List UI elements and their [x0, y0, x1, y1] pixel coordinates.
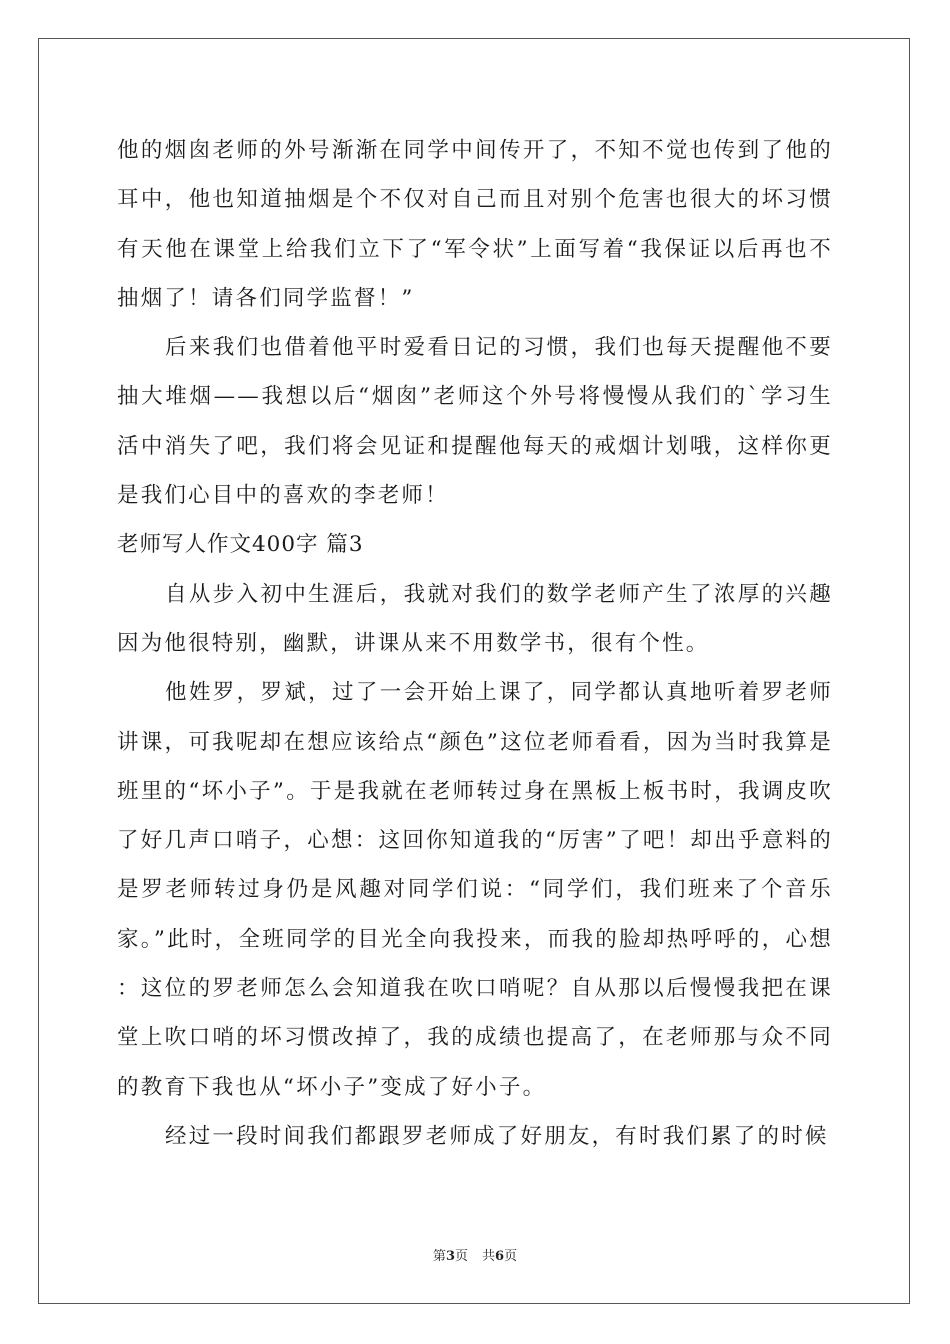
- section-heading: 老师写人作文400字 篇3: [117, 532, 364, 558]
- page-number: 3: [445, 1249, 455, 1264]
- page-footer: [0, 1248, 950, 1266]
- page-label-prefix: 第: [432, 1249, 446, 1264]
- total-pages: 6: [495, 1249, 505, 1264]
- page-label-suffix: 页: [454, 1249, 468, 1264]
- paragraph-4: 他姓罗，罗斌，过了一会开始上课了，同学都认真地听着罗老师讲课，可我呢却在想应该给点“颜色”这位老师看看，因为当时我算是班里的“坏小子”。于是我就在老师转过身在黑板上板书时，我调皮吹了好几声口哨子，心想：这回你知道我的“厉害”了吧！却出乎意料的是罗老师转过身仍是风趣对同学们说：“同学们，我们班来了个音乐家。”此时，全班同学的目光全向我投来，而我的脸却热呼呼的，心想：这位的罗老师怎么会知道我在吹口哨呢？自从那以后慢慢我把在课堂上吹口哨的坏习惯改掉了，我的成绩也提高了，在老师那与众不同的教育下我也从“坏小子”变成了好小子。: [117, 680, 833, 1100]
- document-body: [117, 126, 833, 1161]
- paragraph-2: 后来我们也借着他平时爱看日记的习惯，我们也每天提醒他不要抽大堆烟——我想以后“烟囱”老师这个外号将慢慢从我们的`学习生活中消失了吧，我们将会见证和提醒他每天的戒烟计划哦，这样你更是我们心目中的喜欢的李老师！: [117, 335, 833, 509]
- total-label-prefix: 共: [482, 1249, 496, 1264]
- total-label-suffix: 页: [504, 1249, 518, 1264]
- paragraph-5: 经过一段时间我们都跟罗老师成了好朋友，有时我们累了的时候: [165, 1123, 829, 1149]
- paragraph-1: 他的烟囱老师的外号渐渐在同学中间传开了，不知不觉也传到了他的耳中，他也知道抽烟是个不仅对自己而且对别个危害也很大的坏习惯有天他在课堂上给我们立下了“军令状”上面写着“我保证以后再也不抽烟了！请各们同学监督！”: [117, 138, 833, 311]
- paragraph-3: 自从步入初中生涯后，我就对我们的数学老师产生了浓厚的兴趣因为他很特别，幽默，讲课从来不用数学书，很有个性。: [117, 581, 833, 656]
